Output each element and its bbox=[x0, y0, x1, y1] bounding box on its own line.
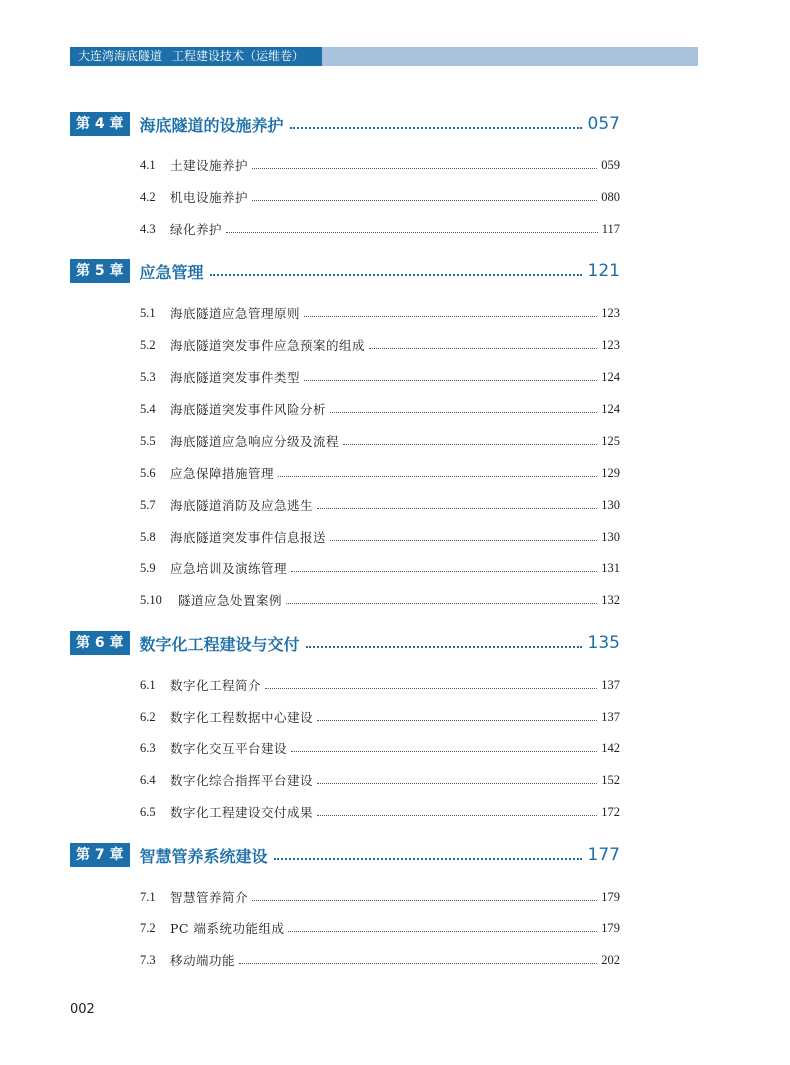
dot-leader bbox=[317, 720, 597, 721]
dot-leader bbox=[330, 412, 597, 413]
section-title: 隧道应急处置案例 bbox=[178, 593, 283, 608]
section-title: 海底隧道应急响应分级及流程 bbox=[170, 434, 340, 449]
dot-leader bbox=[317, 815, 597, 816]
section-page: 124 bbox=[601, 401, 620, 416]
dot-leader bbox=[278, 476, 597, 477]
chapter-page: 177 bbox=[587, 845, 620, 865]
section-number: 5.7 bbox=[140, 497, 156, 512]
chapter-title: 数字化工程建设与交付 bbox=[139, 634, 300, 654]
section-page: 124 bbox=[601, 369, 620, 384]
section-number: 4.3 bbox=[140, 221, 156, 236]
toc-section[interactable] bbox=[140, 156, 620, 174]
dot-leader bbox=[290, 127, 582, 129]
section-number: 6.4 bbox=[140, 772, 156, 787]
toc-section[interactable] bbox=[140, 432, 620, 450]
section-number: 5.4 bbox=[140, 401, 156, 416]
section-page: 132 bbox=[601, 592, 620, 607]
section-page: 059 bbox=[601, 157, 620, 172]
section-title: 应急培训及演练管理 bbox=[170, 561, 288, 576]
toc-section[interactable] bbox=[140, 528, 620, 546]
section-page: 152 bbox=[601, 772, 620, 787]
section-number: 4.2 bbox=[140, 189, 156, 204]
section-title: 数字化工程简介 bbox=[170, 678, 262, 693]
section-title: 应急保障措施管理 bbox=[170, 466, 275, 481]
section-title: 海底隧道突发事件应急预案的组成 bbox=[170, 338, 366, 353]
toc-section[interactable] bbox=[140, 559, 620, 577]
dot-leader bbox=[252, 200, 597, 201]
section-number: 5.9 bbox=[140, 560, 156, 575]
chapter-title: 应急管理 bbox=[139, 262, 204, 282]
section-page: 179 bbox=[601, 920, 620, 935]
toc-section[interactable] bbox=[140, 464, 620, 482]
page-number: 002 bbox=[70, 1002, 95, 1017]
dot-leader bbox=[343, 444, 597, 445]
dot-leader bbox=[304, 380, 597, 381]
section-number: 5.10 bbox=[140, 592, 162, 607]
toc-chapter[interactable] bbox=[70, 631, 620, 655]
dot-leader bbox=[210, 274, 582, 276]
book-title: 大连湾海底隧道 bbox=[78, 49, 163, 63]
chapter-label: 第 6 章 bbox=[70, 631, 130, 655]
chapter-label: 第 5 章 bbox=[70, 259, 130, 283]
toc-section[interactable] bbox=[140, 919, 620, 937]
section-number: 7.1 bbox=[140, 889, 156, 904]
toc-section[interactable] bbox=[140, 676, 620, 694]
dot-leader bbox=[286, 603, 597, 604]
section-title: 海底隧道突发事件信息报送 bbox=[170, 530, 327, 545]
section-title: 海底隧道消防及应急逃生 bbox=[170, 498, 314, 513]
section-page: 142 bbox=[601, 740, 620, 755]
toc-section[interactable] bbox=[140, 803, 620, 821]
section-number: 7.2 bbox=[140, 920, 156, 935]
section-title: 土建设施养护 bbox=[170, 158, 249, 173]
dot-leader bbox=[330, 540, 597, 541]
dot-leader bbox=[239, 963, 597, 964]
section-number: 5.1 bbox=[140, 305, 156, 320]
toc-chapter[interactable] bbox=[70, 843, 620, 867]
chapter-page: 121 bbox=[587, 261, 620, 281]
section-title: 数字化工程建设交付成果 bbox=[170, 805, 314, 820]
section-title: 机电设施养护 bbox=[170, 190, 249, 205]
section-page: 130 bbox=[601, 497, 620, 512]
toc-section[interactable] bbox=[140, 888, 620, 906]
section-page: 123 bbox=[601, 305, 620, 320]
toc-section[interactable] bbox=[140, 591, 620, 609]
dot-leader bbox=[265, 688, 597, 689]
toc-section[interactable] bbox=[140, 951, 620, 969]
toc-section[interactable] bbox=[140, 188, 620, 206]
section-page: 125 bbox=[601, 433, 620, 448]
toc-section[interactable] bbox=[140, 336, 620, 354]
section-page: 130 bbox=[601, 529, 620, 544]
section-title: 海底隧道突发事件风险分析 bbox=[170, 402, 327, 417]
section-title: 数字化交互平台建设 bbox=[170, 741, 288, 756]
section-title: 绿化养护 bbox=[170, 222, 223, 237]
section-title: 移动端功能 bbox=[170, 953, 236, 968]
dot-leader bbox=[252, 900, 597, 901]
toc-section[interactable] bbox=[140, 708, 620, 726]
dot-leader bbox=[291, 571, 597, 572]
section-number: 5.8 bbox=[140, 529, 156, 544]
toc-section[interactable] bbox=[140, 368, 620, 386]
dot-leader bbox=[288, 931, 597, 932]
toc-section[interactable] bbox=[140, 739, 620, 757]
section-page: 123 bbox=[601, 337, 620, 352]
dot-leader bbox=[226, 232, 598, 233]
toc-section[interactable] bbox=[140, 304, 620, 322]
dot-leader bbox=[306, 646, 582, 648]
running-header-title bbox=[70, 47, 322, 66]
section-page: 202 bbox=[601, 952, 620, 967]
section-title: 数字化工程数据中心建设 bbox=[170, 710, 314, 725]
section-number: 6.1 bbox=[140, 677, 156, 692]
toc-section[interactable] bbox=[140, 400, 620, 418]
section-page: 172 bbox=[601, 804, 620, 819]
section-title: 数字化综合指挥平台建设 bbox=[170, 773, 314, 788]
toc-chapter[interactable] bbox=[70, 112, 620, 136]
section-page: 179 bbox=[601, 889, 620, 904]
section-number: 4.1 bbox=[140, 157, 156, 172]
toc-chapter[interactable] bbox=[70, 259, 620, 283]
dot-leader bbox=[317, 508, 597, 509]
toc-section[interactable] bbox=[140, 220, 620, 238]
section-title: 海底隧道突发事件类型 bbox=[170, 370, 301, 385]
section-title: PC 端系统功能组成 bbox=[170, 921, 285, 936]
section-title: 智慧管养简介 bbox=[170, 890, 249, 905]
section-title: 海底隧道应急管理原则 bbox=[170, 306, 301, 321]
chapter-page: 057 bbox=[587, 114, 620, 134]
section-number: 6.5 bbox=[140, 804, 156, 819]
dot-leader bbox=[291, 751, 597, 752]
dot-leader bbox=[304, 316, 597, 317]
section-number: 6.3 bbox=[140, 740, 156, 755]
section-page: 137 bbox=[601, 677, 620, 692]
section-number: 5.5 bbox=[140, 433, 156, 448]
section-number: 5.6 bbox=[140, 465, 156, 480]
chapter-title: 智慧管养系统建设 bbox=[139, 846, 268, 866]
dot-leader bbox=[369, 348, 597, 349]
section-page: 080 bbox=[601, 189, 620, 204]
toc-section[interactable] bbox=[140, 771, 620, 789]
chapter-label: 第 4 章 bbox=[70, 112, 130, 136]
dot-leader bbox=[317, 783, 597, 784]
section-page: 137 bbox=[601, 709, 620, 724]
section-number: 6.2 bbox=[140, 709, 156, 724]
dot-leader bbox=[274, 858, 582, 860]
running-header bbox=[70, 47, 698, 66]
volume-title: 工程建设技术（运维卷） bbox=[172, 49, 305, 63]
section-page: 131 bbox=[601, 560, 620, 575]
section-number: 5.3 bbox=[140, 369, 156, 384]
section-number: 5.2 bbox=[140, 337, 156, 352]
dot-leader bbox=[252, 168, 597, 169]
chapter-title: 海底隧道的设施养护 bbox=[139, 115, 284, 135]
section-number: 7.3 bbox=[140, 952, 156, 967]
section-page: 129 bbox=[601, 465, 620, 480]
chapter-label: 第 7 章 bbox=[70, 843, 130, 867]
chapter-page: 135 bbox=[587, 633, 620, 653]
toc-section[interactable] bbox=[140, 496, 620, 514]
section-page: 117 bbox=[601, 221, 620, 236]
